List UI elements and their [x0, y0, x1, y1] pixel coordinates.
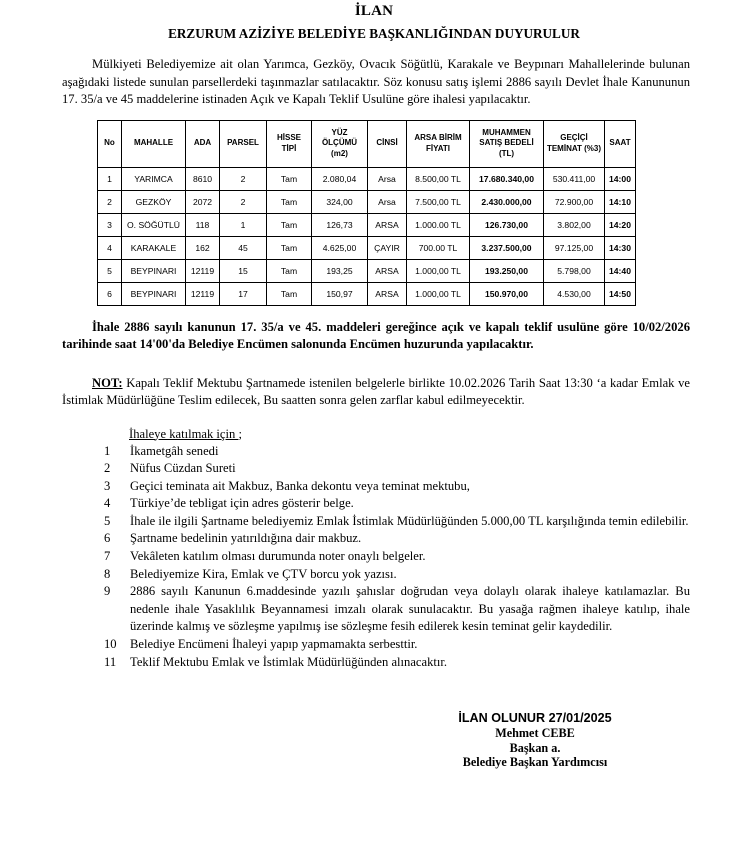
requirement-number: 1 [104, 443, 111, 458]
table-cell: 6 [98, 282, 122, 305]
parcel-table [97, 120, 636, 306]
table-header-cell: GEÇİÇİ TEMİNAT (%3) [544, 120, 605, 167]
table-cell: ARSA [368, 259, 407, 282]
table-cell: 14:10 [605, 190, 636, 213]
table-header-cell: MAHALLE [122, 120, 186, 167]
table-header-cell: No [98, 120, 122, 167]
table-cell: 4.625,00 [312, 236, 368, 259]
signer-on-behalf: Başkan a. [509, 740, 561, 755]
table-cell: Tam [267, 213, 312, 236]
requirement-number: 7 [104, 549, 111, 564]
table-cell: 8610 [186, 167, 220, 190]
table-header-cell: MUHAMMEN SATIŞ BEDELİ (TL) [470, 120, 544, 167]
table-cell: 14:40 [605, 259, 636, 282]
requirement-item [104, 654, 690, 672]
table-cell: 97.125,00 [544, 236, 605, 259]
table-cell: 150.970,00 [470, 282, 544, 305]
table-cell: 5 [98, 259, 122, 282]
table-cell: 2072 [186, 190, 220, 213]
table-cell: 45 [220, 236, 267, 259]
table-cell: 14:30 [605, 236, 636, 259]
table-cell: Tam [267, 190, 312, 213]
table-cell: 530.411,00 [544, 167, 605, 190]
requirement-number: 8 [104, 566, 111, 581]
table-cell: 2 [98, 190, 122, 213]
table-header-cell: YÜZ ÖLÇÜMÜ (m2) [312, 120, 368, 167]
table-cell: Tam [267, 259, 312, 282]
requirement-item [104, 566, 690, 584]
table-cell: 14:50 [605, 282, 636, 305]
table-cell: ARSA [368, 213, 407, 236]
table-header-cell: HİSSE TİPİ [267, 120, 312, 167]
table-cell: 14:20 [605, 213, 636, 236]
table-cell: 162 [186, 236, 220, 259]
table-cell: 324,00 [312, 190, 368, 213]
table-cell: 2 [220, 167, 267, 190]
note-text: Kapalı Teklif Mektubu Şartnamede istenilen belgelerle birlikte 10.02.2026 Tarih Saat 13:30 ‘a kadar Emlak ve İstimlak Müdürlüğüne Teslim edilecek, Bu saatten sonra gelen zarflar kabul edilmeyecektir. [62, 375, 690, 407]
table-cell: GEZKÖY [122, 190, 186, 213]
table-cell: Tam [267, 282, 312, 305]
requirement-text: Türkiye’de tebligat için adres gösterir belge. [130, 496, 354, 511]
signer-name: Mehmet CEBE [495, 726, 575, 741]
requirement-number: 9 [104, 584, 111, 599]
requirement-number: 6 [104, 531, 111, 546]
table-cell: 1.000.00 TL [407, 213, 470, 236]
table-cell: 3.237.500,00 [470, 236, 544, 259]
announcement-date-line: İLAN OLUNUR 27/01/2025 [458, 711, 612, 726]
requirement-item [104, 548, 690, 566]
table-cell: BEYPINARI [122, 259, 186, 282]
requirement-text: Şartname bedelinin yatırıldığına dair makbuz. [130, 531, 362, 546]
requirement-text: Belediye Encümeni İhaleyi yapıp yapmamakta serbesttir. [130, 637, 418, 652]
document-title: İLAN [354, 3, 394, 19]
requirements-list [104, 443, 690, 672]
table-cell: 3.802,00 [544, 213, 605, 236]
table-cell: Arsa [368, 167, 407, 190]
requirement-item [104, 495, 690, 513]
table-cell: 700.00 TL [407, 236, 470, 259]
intro-paragraph: Mülkiyeti Belediyemize ait olan Yarımca, Gezköy, Ovacık Söğütlü, Karakale ve Beypınarı Mahallelerinde bulunan aşağıdaki listede sunulan parsellerdeki taşınmazlar satılacaktır. Söz konusu satış işlemi 2886 sayılı Devlet İhale Kanununun 17. 35/a ve 45 maddelerine istinaden Açık ve Kapalı Teklif Usulüne göre ihalesi yapılacaktır. [62, 57, 690, 106]
table-cell: 17 [220, 282, 267, 305]
table-header-cell: CİNSİ [368, 120, 407, 167]
requirement-text: Belediyemize Kira, Emlak ve ÇTV borcu yok yazısı. [130, 566, 397, 581]
requirement-text: İhale ile ilgili Şartname belediyemiz Emlak İstimlak Müdürlüğünden 5.000,00 TL karşılığında temin edilebilir. [130, 513, 689, 528]
table-cell: YARIMCA [122, 167, 186, 190]
table-cell: 8.500,00 TL [407, 167, 470, 190]
document-subtitle: ERZURUM AZİZİYE BELEDİYE BAŞKANLIĞINDAN DUYURULUR [168, 26, 580, 41]
table-header-cell: ADA [186, 120, 220, 167]
table-cell: 5.798,00 [544, 259, 605, 282]
table-cell: 1 [98, 167, 122, 190]
table-header-cell: ARSA BİRİM FİYATI [407, 120, 470, 167]
table-cell: KARAKALE [122, 236, 186, 259]
table-cell: 72.900,00 [544, 190, 605, 213]
table-header-cell: PARSEL [220, 120, 267, 167]
signature-block [418, 711, 652, 770]
table-cell: 118 [186, 213, 220, 236]
table-cell: ÇAYIR [368, 236, 407, 259]
table-cell: 150,97 [312, 282, 368, 305]
table-row [98, 282, 636, 305]
note-paragraph [62, 375, 690, 410]
table-cell: ARSA [368, 282, 407, 305]
requirement-text: Nüfus Cüzdan Sureti [130, 461, 236, 476]
requirement-number: 2 [104, 461, 111, 476]
table-cell: 126,73 [312, 213, 368, 236]
table-cell: 1.000,00 TL [407, 259, 470, 282]
table-row [98, 213, 636, 236]
table-cell: 14:00 [605, 167, 636, 190]
table-cell: 4 [98, 236, 122, 259]
table-row [98, 190, 636, 213]
auction-date-paragraph: İhale 2886 sayılı kanunun 17. 35/a ve 45. maddeleri gereğince açık ve kapalı teklif usulüne göre 10/02/2026 tarihinde saat 14'00'da Belediye Encümen salonunda Encümen huzurunda yapılacaktır. [62, 319, 690, 351]
table-cell: Tam [267, 236, 312, 259]
table-cell: 2.080,04 [312, 167, 368, 190]
table-cell: BEYPINARI [122, 282, 186, 305]
table-cell: 1 [220, 213, 267, 236]
requirement-item [104, 513, 690, 531]
table-cell: 2 [220, 190, 267, 213]
table-cell: 3 [98, 213, 122, 236]
table-row [98, 236, 636, 259]
table-cell: Tam [267, 167, 312, 190]
table-cell: 12119 [186, 282, 220, 305]
table-cell: 17.680.340,00 [470, 167, 544, 190]
table-cell: 1.000,00 TL [407, 282, 470, 305]
requirement-text: Geçici teminata ait Makbuz, Banka dekontu veya teminat mektubu, [130, 478, 470, 493]
requirement-item [104, 583, 690, 636]
table-cell: Arsa [368, 190, 407, 213]
parcel-table-body [98, 167, 636, 305]
requirement-item [104, 443, 690, 461]
requirement-text: İkametgâh senedi [130, 443, 219, 458]
requirement-number: 4 [104, 496, 111, 511]
table-row [98, 259, 636, 282]
table-cell: 15 [220, 259, 267, 282]
requirement-number: 10 [104, 637, 117, 652]
requirement-text: Vekâleten katılım olması durumunda noter onaylı belgeler. [130, 549, 426, 564]
note-label: NOT: [92, 375, 123, 390]
requirement-text: Teklif Mektubu Emlak ve İstimlak Müdürlüğünden alınacaktır. [130, 654, 448, 669]
table-cell: 12119 [186, 259, 220, 282]
requirement-number: 3 [104, 478, 111, 493]
table-cell: O. SÖĞÜTLÜ [122, 213, 186, 236]
requirement-item [104, 530, 690, 548]
table-header-cell: SAAT [605, 120, 636, 167]
table-cell: 193,25 [312, 259, 368, 282]
requirement-number: 5 [104, 513, 111, 528]
requirement-text: 2886 sayılı Kanunun 6.maddesinde yazılı şahıslar doğrudan veya dolaylı olarak ihaleye katılamazlar. Bu nedenle ihale Yasaklılık Beyannamesi imzalı olarak sunulacaktır. Bu yasağa rağmen ihaleye katılıp, ihale üzerinde kalmış ve sözleşme yapılmış ise sözleşme fesih edilerek kesin teminat gelir kaydedilir. [130, 584, 690, 634]
table-cell: 2.430.000,00 [470, 190, 544, 213]
table-cell: 4.530,00 [544, 282, 605, 305]
parcel-table-header-row [98, 120, 636, 167]
requirement-item [104, 460, 690, 478]
requirement-number: 11 [104, 654, 117, 669]
table-cell: 7.500,00 TL [407, 190, 470, 213]
table-row [98, 167, 636, 190]
table-cell: 126.730,00 [470, 213, 544, 236]
requirement-item [104, 478, 690, 496]
requirement-item [104, 636, 690, 654]
table-cell: 193.250,00 [470, 259, 544, 282]
requirements-heading: İhaleye katılmak için ; [129, 426, 242, 441]
signer-role: Belediye Başkan Yardımcısı [462, 755, 608, 770]
